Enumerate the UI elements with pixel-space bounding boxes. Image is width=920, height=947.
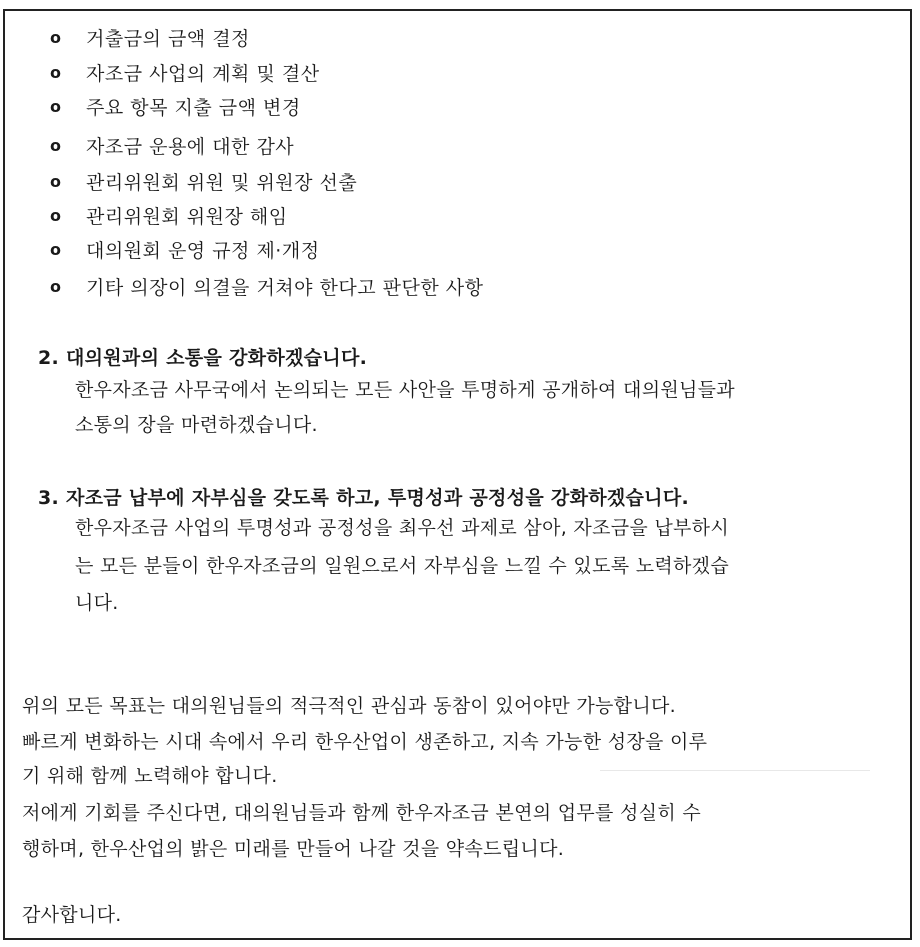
bullet-text: 관리위원회 위원 및 위원장 선출 (86, 171, 358, 194)
paragraph-line: 니다. (75, 592, 119, 614)
bullet-text: 관리위원회 위원장 해임 (86, 205, 288, 228)
divider (600, 770, 870, 771)
section-heading: 3. 자조금 납부에 자부심을 갖도록 하고, 투명성과 공정성을 강화하겠습니다. (38, 487, 690, 509)
bullet-mark: o (50, 62, 62, 82)
bullet-text: 거출금의 금액 결정 (86, 27, 250, 50)
closing-line: 빠르게 변화하는 시대 속에서 우리 한우산업이 생존하고, 지속 가능한 성장을 이루 (22, 731, 708, 753)
closing-line: 위의 모든 목표는 대의원님들의 적극적인 관심과 동참이 있어야만 가능합니다. (22, 695, 676, 717)
paragraph-line: 한우자조금 사업의 투명성과 공정성을 최우선 과제로 삼아, 자조금을 납부하시 (75, 517, 729, 539)
bullet-text: 대의원회 운영 규정 제·개정 (86, 239, 320, 262)
bullet-item (50, 55, 320, 89)
bullet-item (50, 269, 483, 303)
bullet-text: 기타 의장이 의결을 거쳐야 한다고 판단한 사항 (86, 276, 484, 299)
bullet-mark: o (50, 239, 62, 259)
bullet-mark: o (50, 171, 62, 191)
paragraph-line: 소통의 장을 마련하겠습니다. (75, 414, 318, 436)
closing-thanks: 감사합니다. (22, 904, 122, 926)
bullet-text: 자조금 운용에 대한 감사 (86, 135, 295, 158)
bullet-text: 주요 항목 지출 금액 변경 (86, 96, 301, 119)
section-heading: 2. 대의원과의 소통을 강화하겠습니다. (38, 347, 368, 369)
bullet-item (50, 232, 320, 266)
bullet-mark: o (50, 135, 62, 155)
bullet-item (50, 89, 301, 123)
bullet-item (50, 164, 357, 198)
bullet-item (50, 198, 288, 232)
bullet-item (50, 20, 250, 54)
closing-line: 행하며, 한우산업의 밝은 미래를 만들어 나갈 것을 약속드립니다. (22, 838, 565, 860)
paragraph-line: 한우자조금 사무국에서 논의되는 모든 사안을 투명하게 공개하여 대의원님들과 (75, 379, 735, 401)
bullet-mark: o (50, 276, 62, 296)
bullet-item (50, 128, 294, 162)
bullet-mark: o (50, 205, 62, 225)
closing-line: 저에게 기회를 주신다면, 대의원님들과 함께 한우자조금 본연의 업무를 성실히 수 (22, 802, 701, 824)
bullet-mark: o (50, 96, 62, 116)
bullet-mark: o (50, 27, 62, 47)
paragraph-line: 는 모든 분들이 한우자조금의 일원으로서 자부심을 느낄 수 있도록 노력하겠습 (75, 555, 729, 577)
closing-line: 기 위해 함께 노력해야 합니다. (22, 765, 278, 787)
bullet-text: 자조금 사업의 계획 및 결산 (86, 62, 320, 85)
